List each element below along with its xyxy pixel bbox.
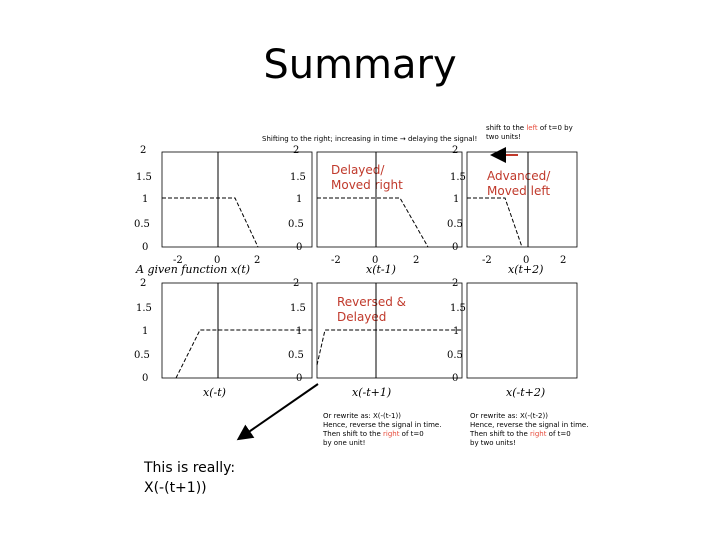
caption-x-t-1: x(t-1): [366, 263, 396, 276]
shift-note: shift to the left of t=0 by two units!: [486, 124, 573, 141]
svg-text:2: 2: [560, 255, 567, 266]
svg-text:0.5: 0.5: [134, 350, 150, 361]
svg-text:0: 0: [523, 255, 530, 266]
svg-text:1.5: 1.5: [136, 303, 152, 314]
caption-x-t: A given function x(t): [136, 263, 251, 276]
plot-x-t-minus-1: [288, 145, 466, 276]
x-tick: 2: [254, 255, 261, 266]
plot-x-minus-t-plus-1: [288, 278, 466, 399]
svg-text:2: 2: [452, 145, 459, 156]
svg-text:0: 0: [296, 373, 303, 384]
svg-text:2: 2: [413, 255, 420, 266]
svg-text:1.5: 1.5: [450, 172, 466, 183]
svg-text:2: 2: [452, 278, 459, 289]
advanced-label: Advanced/ Moved left: [487, 169, 551, 198]
svg-text:0.5: 0.5: [447, 350, 463, 361]
right-note: Or rewrite as: X(-(t-2)) Hence, reverse the signal in time. Then shift to the right of t=0 by two units!: [470, 412, 589, 447]
svg-text:1.5: 1.5: [290, 172, 306, 183]
y-tick: 0.5: [134, 219, 150, 230]
delayed-label: Delayed/ Moved right: [331, 163, 403, 192]
really-note: This is really: X(-(t+1)): [144, 460, 236, 496]
svg-text:1.5: 1.5: [450, 303, 466, 314]
svg-text:0: 0: [142, 373, 149, 384]
x-tick: 0: [214, 255, 221, 266]
reversed-label: Reversed & Delayed: [337, 295, 407, 324]
x-tick: -2: [173, 255, 183, 266]
caption-x-t-2: x(t+2): [508, 263, 544, 276]
svg-text:1: 1: [453, 326, 460, 337]
top-note: Shifting to the right; increasing in time → delaying the signal!: [262, 135, 478, 143]
svg-text:1: 1: [453, 194, 460, 205]
plot-x-t-plus-2: [467, 152, 577, 276]
svg-text:0: 0: [452, 373, 459, 384]
svg-text:1: 1: [142, 326, 149, 337]
plot-x-minus-t-plus-2: [467, 283, 577, 399]
svg-text:0: 0: [372, 255, 379, 266]
svg-text:2: 2: [293, 278, 300, 289]
svg-text:0: 0: [452, 242, 459, 253]
svg-text:0.5: 0.5: [447, 219, 463, 230]
svg-text:0.5: 0.5: [288, 219, 304, 230]
svg-text:2: 2: [140, 278, 147, 289]
svg-text:-2: -2: [331, 255, 341, 266]
svg-text:2: 2: [293, 145, 300, 156]
y-tick: 1: [142, 194, 149, 205]
svg-text:0: 0: [296, 242, 303, 253]
plot-x-t: [134, 145, 312, 276]
svg-text:1.5: 1.5: [290, 303, 306, 314]
caption-x-minus-t-1: x(-t+1): [352, 386, 392, 399]
mid-note: Or rewrite as: X(-(t-1)) Hence, reverse the signal in time. Then shift to the right of t=0 by one unit!: [323, 412, 442, 447]
svg-text:-2: -2: [482, 255, 492, 266]
caption-x-minus-t: x(-t): [203, 386, 226, 399]
y-tick: 0: [142, 242, 149, 253]
svg-text:1: 1: [296, 326, 303, 337]
svg-text:1: 1: [296, 194, 303, 205]
plot-x-minus-t: [134, 278, 312, 399]
page-title: Summary: [263, 42, 457, 88]
svg-text:0.5: 0.5: [288, 350, 304, 361]
caption-x-minus-t-2: x(-t+2): [506, 386, 546, 399]
y-tick: 2: [140, 145, 147, 156]
pointer-arrow: [240, 384, 318, 438]
y-tick: 1.5: [136, 172, 152, 183]
